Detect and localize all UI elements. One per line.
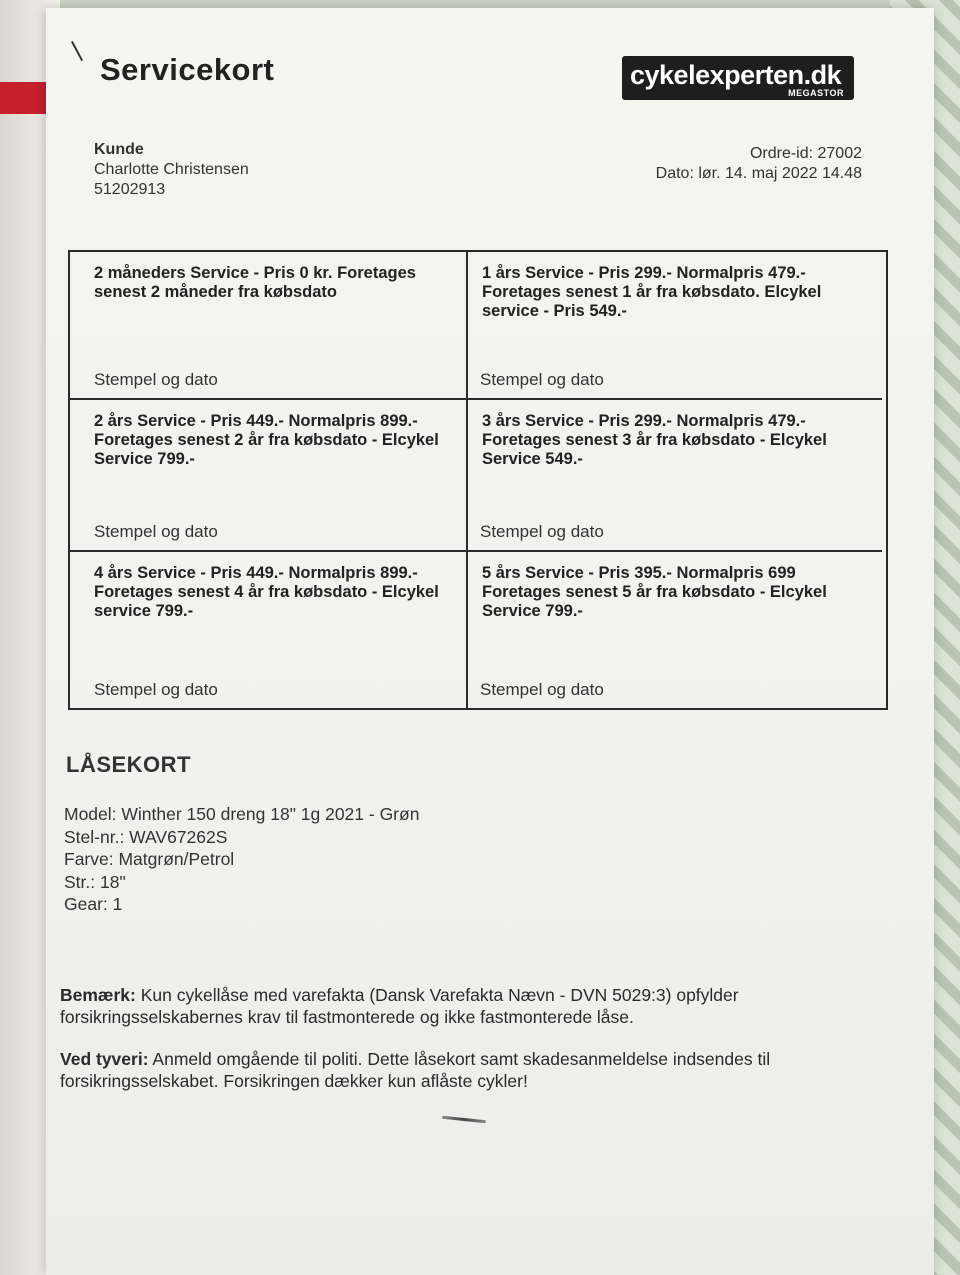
service-cell-1-year — [468, 252, 882, 400]
stamp-and-date-label: Stempel og dato — [480, 370, 604, 389]
service-description: 3 års Service - Pris 299.- Normalpris 479.- Foretages senest 3 år fra købsdato - Elcykel Service 549.- — [482, 412, 827, 468]
service-cell-2-months — [70, 252, 468, 400]
customer-label: Kunde — [94, 141, 144, 158]
service-table — [68, 250, 888, 710]
remark-note — [60, 984, 894, 1028]
page-title: Servicekort — [100, 52, 275, 87]
service-cell-5-years — [468, 552, 882, 708]
order-date: Dato: lør. 14. maj 2022 14.48 — [655, 165, 862, 182]
logo-text: cykelexperten.dk — [630, 60, 842, 90]
service-cell-2-years — [70, 400, 468, 552]
bike-model: Model: Winther 150 dreng 18" 1g 2021 - Grøn — [64, 804, 420, 824]
service-card-paper — [46, 8, 934, 1275]
service-description: 5 års Service - Pris 395.- Normalpris 699 Foretages senest 5 år fra købsdato - Elcykel Service 799.- — [482, 564, 827, 620]
service-description: 4 års Service - Pris 449.- Normalpris 899.- Foretages senest 4 år fra købsdato - Elcykel service 799.- — [94, 564, 439, 620]
bike-gear: Gear: 1 — [64, 894, 123, 914]
stamp-and-date-label: Stempel og dato — [94, 522, 218, 541]
stamp-and-date-label: Stempel og dato — [480, 522, 604, 541]
customer-phone: 51202913 — [94, 181, 166, 198]
folder-red-stripe — [0, 82, 50, 114]
lock-card-details — [64, 803, 419, 916]
order-id: Ordre-id: 27002 — [749, 145, 862, 162]
bike-color: Farve: Matgrøn/Petrol — [64, 849, 235, 869]
pen-mark — [71, 41, 83, 61]
service-description: 2 års Service - Pris 449.- Normalpris 899.- Foretages senest 2 år fra købsdato - Elcykel Service 799.- — [94, 412, 439, 468]
customer-block — [94, 140, 249, 200]
service-description: 1 års Service - Pris 299.- Normalpris 479.- Foretages senest 1 år fra købsdato. Elcykel service - Pris 549.- — [482, 264, 822, 320]
theft-label: Ved tyveri: — [60, 1049, 149, 1069]
staple — [442, 1116, 486, 1124]
customer-name: Charlotte Christensen — [94, 161, 249, 178]
remark-label: Bemærk: — [60, 985, 136, 1005]
lock-card-title: LÅSEKORT — [66, 752, 191, 777]
stamp-and-date-label: Stempel og dato — [94, 370, 218, 389]
frame-number: Stel-nr.: WAV67262S — [64, 826, 228, 847]
stamp-and-date-label: Stempel og dato — [480, 680, 604, 699]
stamp-and-date-label: Stempel og dato — [94, 680, 218, 699]
bike-size: Str.: 18" — [64, 871, 126, 892]
theft-text: Anmeld omgående til politi. Dette låsekort samt skadesanmeldelse indsendes til forsikringsselskabet. Forsikringen dækker kun aflåste cykler! — [60, 1049, 771, 1091]
theft-note — [60, 1048, 894, 1092]
order-block — [656, 144, 862, 184]
logo-subtext: MEGASTOR — [788, 88, 844, 98]
remark-text: Kun cykellåse med varefakta (Dansk Varefakta Nævn - DVN 5029:3) opfylder forsikringsselskabernes krav til fastmonterede og ikke fastmonterede låse. — [60, 985, 739, 1027]
service-description: 2 måneders Service - Pris 0 kr. Foretages senest 2 måneder fra købsdato — [94, 264, 416, 301]
cykelexperten-logo — [622, 56, 854, 100]
service-cell-4-years — [70, 552, 468, 708]
service-cell-3-years — [468, 400, 882, 552]
